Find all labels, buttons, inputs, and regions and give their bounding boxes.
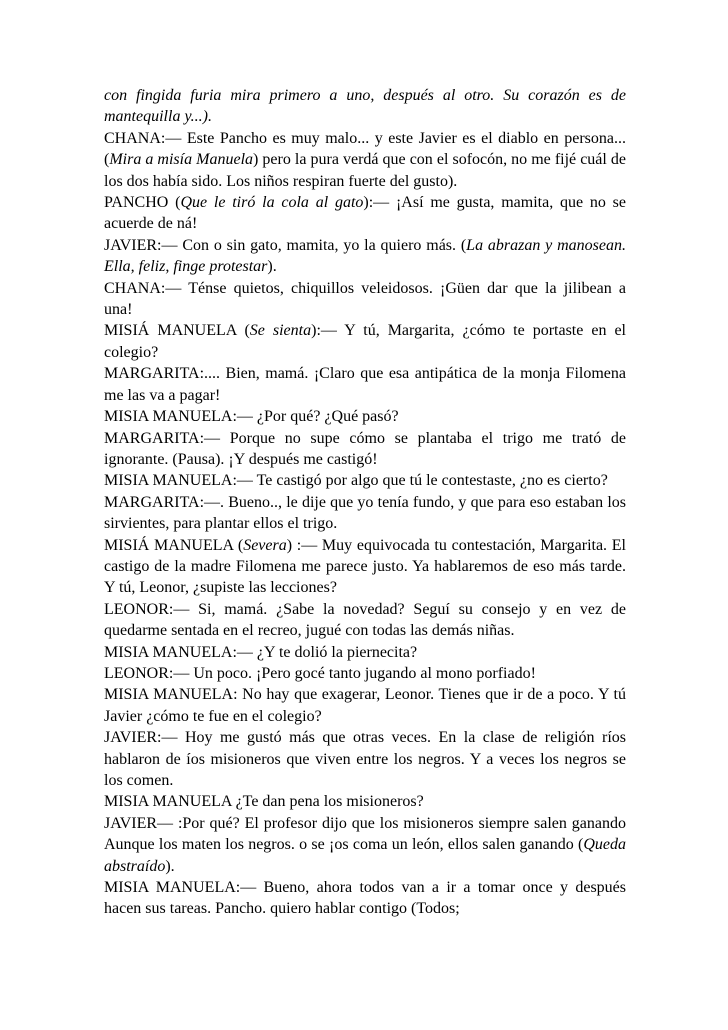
stage-direction-text: Severa <box>243 536 287 554</box>
dialogue-paragraph <box>104 85 626 128</box>
dialogue-text: ). <box>165 857 175 875</box>
dialogue-text: MARGARITA:— Porque no supe cómo se plantaba el trigo me trató de ignorante. (Pausa). ¡Y después me castigó! <box>104 429 626 468</box>
dialogue-paragraph <box>104 813 626 877</box>
dialogue-paragraph <box>104 663 626 684</box>
dialogue-text: ) :— Muy equivocada tu contestación, Margarita. El castigo de la madre Filomena me parece justo. Ya hablaremos de eso más tarde. Y tú, Leonor, ¿supiste las lecciones? <box>104 536 626 597</box>
dialogue-text: JAVIER— :Por qué? El profesor dijo que los misioneros siempre salen ganando Aunque los maten los negros. o se ¡os coma un león, ellos salen ganando ( <box>104 814 626 854</box>
dialogue-text: CHANA:— Ténse quietos, chiquillos veleidosos. ¡Güen dar que la jilibean a una! <box>104 279 626 319</box>
dialogue-paragraph <box>104 791 626 812</box>
dialogue-text: MISIÁ MANUELA ( <box>104 322 250 340</box>
stage-direction-text: Que le tiró la cola al gato <box>180 194 364 212</box>
dialogue-text: ):— Y tú, Margarita, ¿cómo te portaste en el colegio? <box>104 322 626 361</box>
dialogue-paragraph <box>104 278 626 321</box>
dialogue-paragraph <box>104 684 626 727</box>
stage-direction-text: Se sienta <box>249 322 312 340</box>
dialogue-text: MISIA MANUELA:— ¿Y te dolió la piernecita? <box>104 643 418 661</box>
dialogue-text: JAVIER:— Hoy me gustó más que otras veces. En la clase de religión ríos hablaron de íos misioneros que viven entre los negros. Y a veces los negros se los comen. <box>104 729 626 789</box>
dialogue-text: MISIA MANUELA ¿Te dan pena los misioneros? <box>104 793 424 811</box>
dialogue-text: JAVIER:— Con o sin gato, mamita, yo la quiero más. ( <box>104 236 467 254</box>
dialogue-text: MARGARITA:—. Bueno.., le dije que yo tenía fundo, y que para eso estaban los sirvientes, para plantar ellos el trigo. <box>104 493 626 533</box>
stage-direction-text: La abrazan y manosean. Ella, feliz, finge protestar <box>104 236 626 276</box>
dialogue-text: ). <box>267 258 277 276</box>
dialogue-paragraph <box>104 727 626 791</box>
dialogue-paragraph <box>104 320 626 363</box>
dialogue-text: LEONOR:— Un poco. ¡Pero gocé tanto jugando al mono porfiado! <box>104 664 536 682</box>
stage-direction-text: con fingida furia mira primero a uno, después al otro. Su corazón es de mantequilla y...). <box>104 87 626 126</box>
document-page <box>104 85 626 920</box>
dialogue-text: CHANA:— Este Pancho es muy malo... y este Javier es el diablo en persona... ( <box>104 129 626 169</box>
dialogue-text: MISIÁ MANUELA ( <box>104 536 244 554</box>
dialogue-paragraph <box>104 363 626 406</box>
dialogue-text: MISIA MANUELA:— Te castigó por algo que tú le contestaste, ¿no es cierto? <box>104 472 608 490</box>
dialogue-paragraph <box>104 428 626 471</box>
dialogue-text: ) pero la pura verdá que con el sofocón, no me fijé cuál de los dos había sido. Los niños respiran fuerte del gusto). <box>104 151 626 190</box>
stage-direction-text: Queda abstraído <box>104 836 626 875</box>
stage-direction-text: Mira a misía Manuela <box>109 151 254 169</box>
dialogue-paragraph <box>104 192 626 235</box>
dialogue-paragraph <box>104 235 626 278</box>
dialogue-paragraph <box>104 128 626 192</box>
dialogue-text: MISIA MANUELA:— Bueno, ahora todos van a ir a tomar once y después hacen sus tareas. Pancho. quiero hablar contigo (Todos; <box>104 879 626 918</box>
dialogue-paragraph <box>104 406 626 427</box>
dialogue-text: MISIA MANUELA:— ¿Por qué? ¿Qué pasó? <box>104 408 399 426</box>
dialogue-text: MARGARITA:.... Bien, mamá. ¡Claro que esa antipática de la monja Filomena me las va a pagar! <box>104 365 626 404</box>
dialogue-paragraph <box>104 470 626 491</box>
dialogue-text: PANCHO ( <box>104 194 181 212</box>
dialogue-paragraph <box>104 599 626 642</box>
dialogue-paragraph <box>104 877 626 920</box>
dialogue-text: LEONOR:— Si, mamá. ¿Sabe la novedad? Seguí su consejo y en vez de quedarme sentada en el recreo, jugué con todas las demás niñas. <box>104 600 626 640</box>
dialogue-paragraph <box>104 535 626 599</box>
dialogue-text: MISIA MANUELA: No hay que exagerar, Leonor. Tienes que ir de a poco. Y tú Javier ¿cómo te fue en el colegio? <box>104 686 626 725</box>
dialogue-paragraph <box>104 642 626 663</box>
dialogue-text: ):— ¡Así me gusta, mamita, que no se acuerde de ná! <box>104 194 627 233</box>
dialogue-paragraph <box>104 492 626 535</box>
